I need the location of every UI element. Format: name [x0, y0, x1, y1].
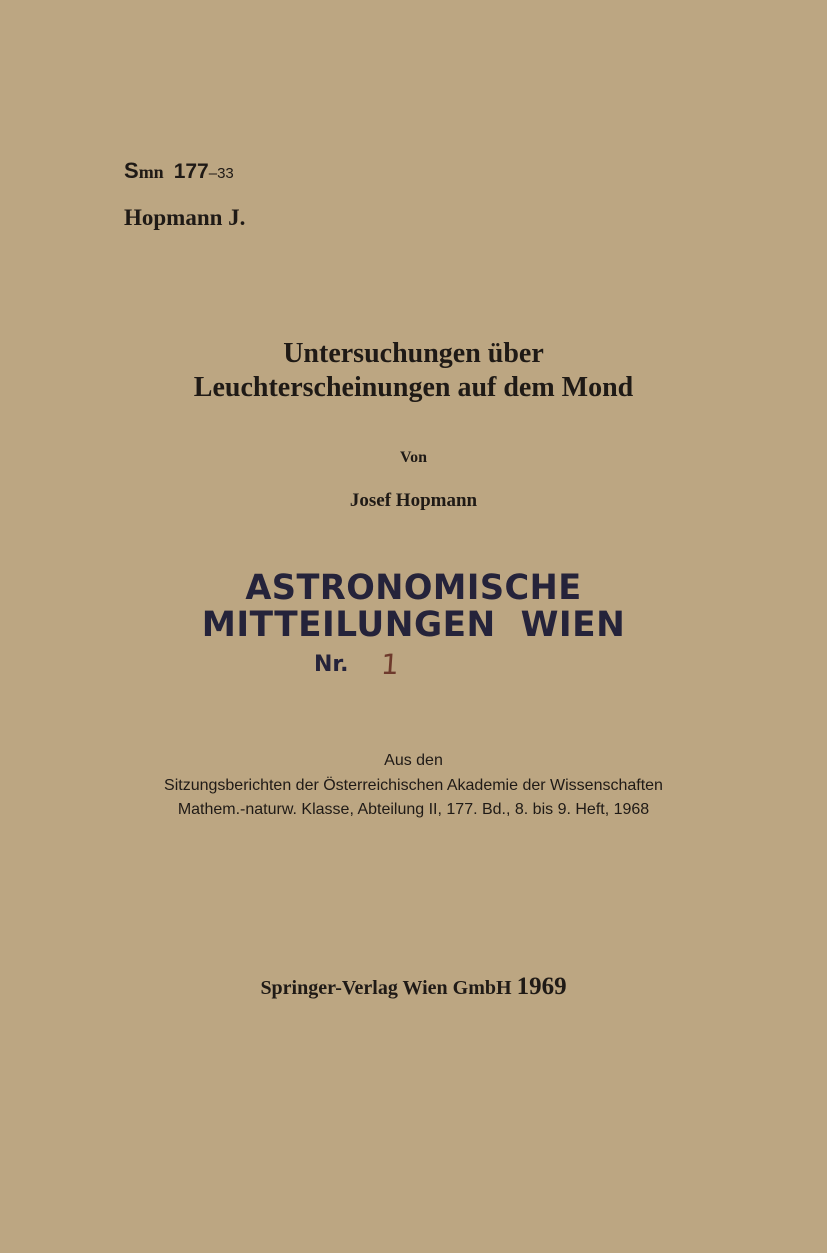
- by-label: Von: [400, 449, 427, 466]
- publisher-line: [0, 973, 827, 1001]
- series-code-s: S: [124, 158, 139, 183]
- source-line-1: Aus den: [384, 752, 443, 769]
- stamp-line-2: MITTEILUNGEN WIEN: [201, 605, 626, 645]
- publisher-name: Springer-Verlag Wien GmbH: [260, 977, 512, 999]
- title-line-1: Untersuchungen über: [283, 338, 544, 369]
- stamp-number-label: Nr.: [314, 652, 349, 677]
- source-line-2: Sitzungsberichten der Österreichischen Akademie der Wissenschaften: [164, 777, 663, 794]
- handwritten-number: 1: [379, 648, 400, 681]
- series-code: [124, 158, 234, 184]
- author-name: Josef Hopmann: [349, 490, 478, 511]
- series-code-number: 177: [173, 160, 209, 183]
- series-code-suffix: –33: [208, 165, 234, 182]
- catalog-author: Hopmann J.: [124, 205, 246, 230]
- publication-year: 1969: [516, 973, 567, 1000]
- title-line-2: Leuchterscheinungen auf dem Mond: [193, 372, 634, 403]
- source-line-3: Mathem.-naturw. Klasse, Abteilung II, 177. Bd., 8. bis 9. Heft, 1968: [177, 801, 650, 818]
- stamp-line-1: ASTRONOMISCHE: [245, 568, 582, 608]
- series-code-mn: mn: [138, 162, 164, 182]
